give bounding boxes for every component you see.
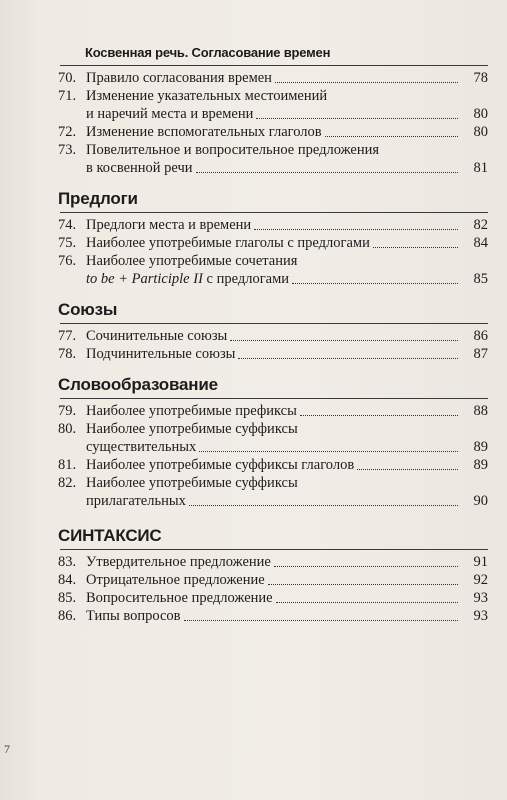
leader-dots	[325, 135, 458, 137]
entry-title-line2: с предлогами	[202, 271, 290, 287]
divider	[60, 212, 488, 213]
section-title-syntax: СИНТАКСИС	[58, 526, 162, 545]
entry-title-line1: Наиболее употребимые суффиксы	[86, 421, 298, 437]
toc-entry	[58, 474, 488, 510]
leader-dots	[230, 339, 458, 341]
entry-page: 80	[473, 106, 488, 122]
leader-dots	[256, 117, 458, 119]
table-of-contents	[58, 44, 488, 625]
leader-dots	[275, 81, 458, 83]
leader-dots	[373, 246, 458, 248]
leader-dots	[292, 282, 458, 284]
subsection-heading: Косвенная речь. Согласование времен	[85, 45, 331, 60]
entry-number: 71.	[58, 88, 77, 104]
entry-number: 84.	[58, 572, 77, 588]
entry-page: 88	[473, 403, 488, 419]
entry-title: Отрицательное предложение	[86, 572, 265, 588]
entry-number: 81.	[58, 457, 77, 473]
toc-entry	[58, 456, 488, 474]
entry-title-line1: Повелительное и вопросительное предложения	[86, 142, 380, 158]
toc-entry	[58, 589, 488, 607]
leader-dots	[254, 228, 458, 230]
leader-dots	[238, 357, 458, 359]
toc-entry	[58, 252, 488, 288]
entry-title-line2: прилагательных	[86, 493, 186, 509]
entry-number: 72.	[58, 124, 77, 140]
leader-dots	[196, 171, 458, 173]
entry-page: 78	[473, 70, 488, 86]
entry-title: Сочинительные союзы	[86, 328, 228, 344]
entry-number: 82.	[58, 475, 77, 491]
entry-number: 86.	[58, 608, 77, 624]
divider	[60, 549, 488, 550]
divider	[60, 65, 488, 66]
toc-entry	[58, 571, 488, 589]
entry-title-line2: и наречий места и времени	[86, 106, 254, 122]
entry-title: Утвердительное предложение	[86, 554, 271, 570]
entry-page: 91	[473, 554, 488, 570]
entry-title: Правило согласования времен	[86, 70, 272, 86]
entry-page: 80	[473, 124, 488, 140]
entry-title: Наиболее употребимые префиксы	[86, 403, 297, 419]
entry-title-line1: Изменение указательных местоимений	[86, 88, 328, 104]
toc-entry	[58, 123, 488, 141]
toc-entry	[58, 327, 488, 345]
section-title-prepositions: Предлоги	[58, 189, 138, 208]
toc-entry	[58, 69, 488, 87]
toc-entry	[58, 234, 488, 252]
entry-title-italic: to be + Participle II	[86, 271, 203, 287]
entry-number: 79.	[58, 403, 77, 419]
toc-entry	[58, 141, 488, 177]
entry-title-line1: Наиболее употребимые сочетания	[86, 253, 298, 269]
toc-entry	[58, 216, 488, 234]
entry-title: Наиболее употребимые глаголы с предлогами	[86, 235, 370, 251]
entry-title: Изменение вспомогательных глаголов	[86, 124, 322, 140]
entry-number: 80.	[58, 421, 77, 437]
leader-dots	[199, 450, 458, 452]
section-title-word-formation: Словообразование	[58, 375, 218, 394]
entry-page: 82	[473, 217, 488, 233]
toc-entry	[58, 87, 488, 123]
entry-page: 93	[473, 590, 488, 606]
folio-number: 7	[4, 742, 10, 756]
entry-title-line2: в косвенной речи	[86, 160, 193, 176]
leader-dots	[276, 601, 458, 603]
entry-page: 90	[473, 493, 488, 509]
entry-title: Наиболее употребимые суффиксы глаголов	[86, 457, 355, 473]
entry-number: 76.	[58, 253, 77, 269]
entry-number: 73.	[58, 142, 77, 158]
leader-dots	[274, 565, 458, 567]
entry-title: Вопросительное предложение	[86, 590, 273, 606]
entry-page: 92	[473, 572, 488, 588]
entry-title-line1: Наиболее употребимые суффиксы	[86, 475, 298, 491]
entry-page: 89	[473, 439, 488, 455]
toc-entry	[58, 402, 488, 420]
entry-number: 74.	[58, 217, 77, 233]
entry-title-line2: существительных	[86, 439, 197, 455]
toc-entry	[58, 420, 488, 456]
entry-number: 77.	[58, 328, 77, 344]
divider	[60, 398, 488, 399]
entry-number: 75.	[58, 235, 77, 251]
leader-dots	[268, 583, 458, 585]
toc-entry	[58, 607, 488, 625]
entry-title: Предлоги места и времени	[86, 217, 252, 233]
leader-dots	[300, 414, 458, 416]
section-title-conjunctions: Союзы	[58, 300, 118, 319]
entry-number: 85.	[58, 590, 77, 606]
entry-page: 93	[473, 608, 488, 624]
leader-dots	[184, 619, 458, 621]
toc-entry	[58, 553, 488, 571]
entry-page: 85	[473, 271, 488, 287]
entry-number: 70.	[58, 70, 77, 86]
entry-page: 84	[473, 235, 488, 251]
toc-entry	[58, 345, 488, 363]
entry-title: Типы вопросов	[86, 608, 181, 624]
entry-page: 87	[473, 346, 488, 362]
entry-title: Подчинительные союзы	[86, 346, 236, 362]
leader-dots	[189, 504, 458, 506]
entry-page: 86	[473, 328, 488, 344]
divider	[60, 323, 488, 324]
entry-number: 83.	[58, 554, 77, 570]
entry-page: 81	[473, 160, 488, 176]
leader-dots	[357, 468, 458, 470]
entry-number: 78.	[58, 346, 77, 362]
entry-page: 89	[473, 457, 488, 473]
